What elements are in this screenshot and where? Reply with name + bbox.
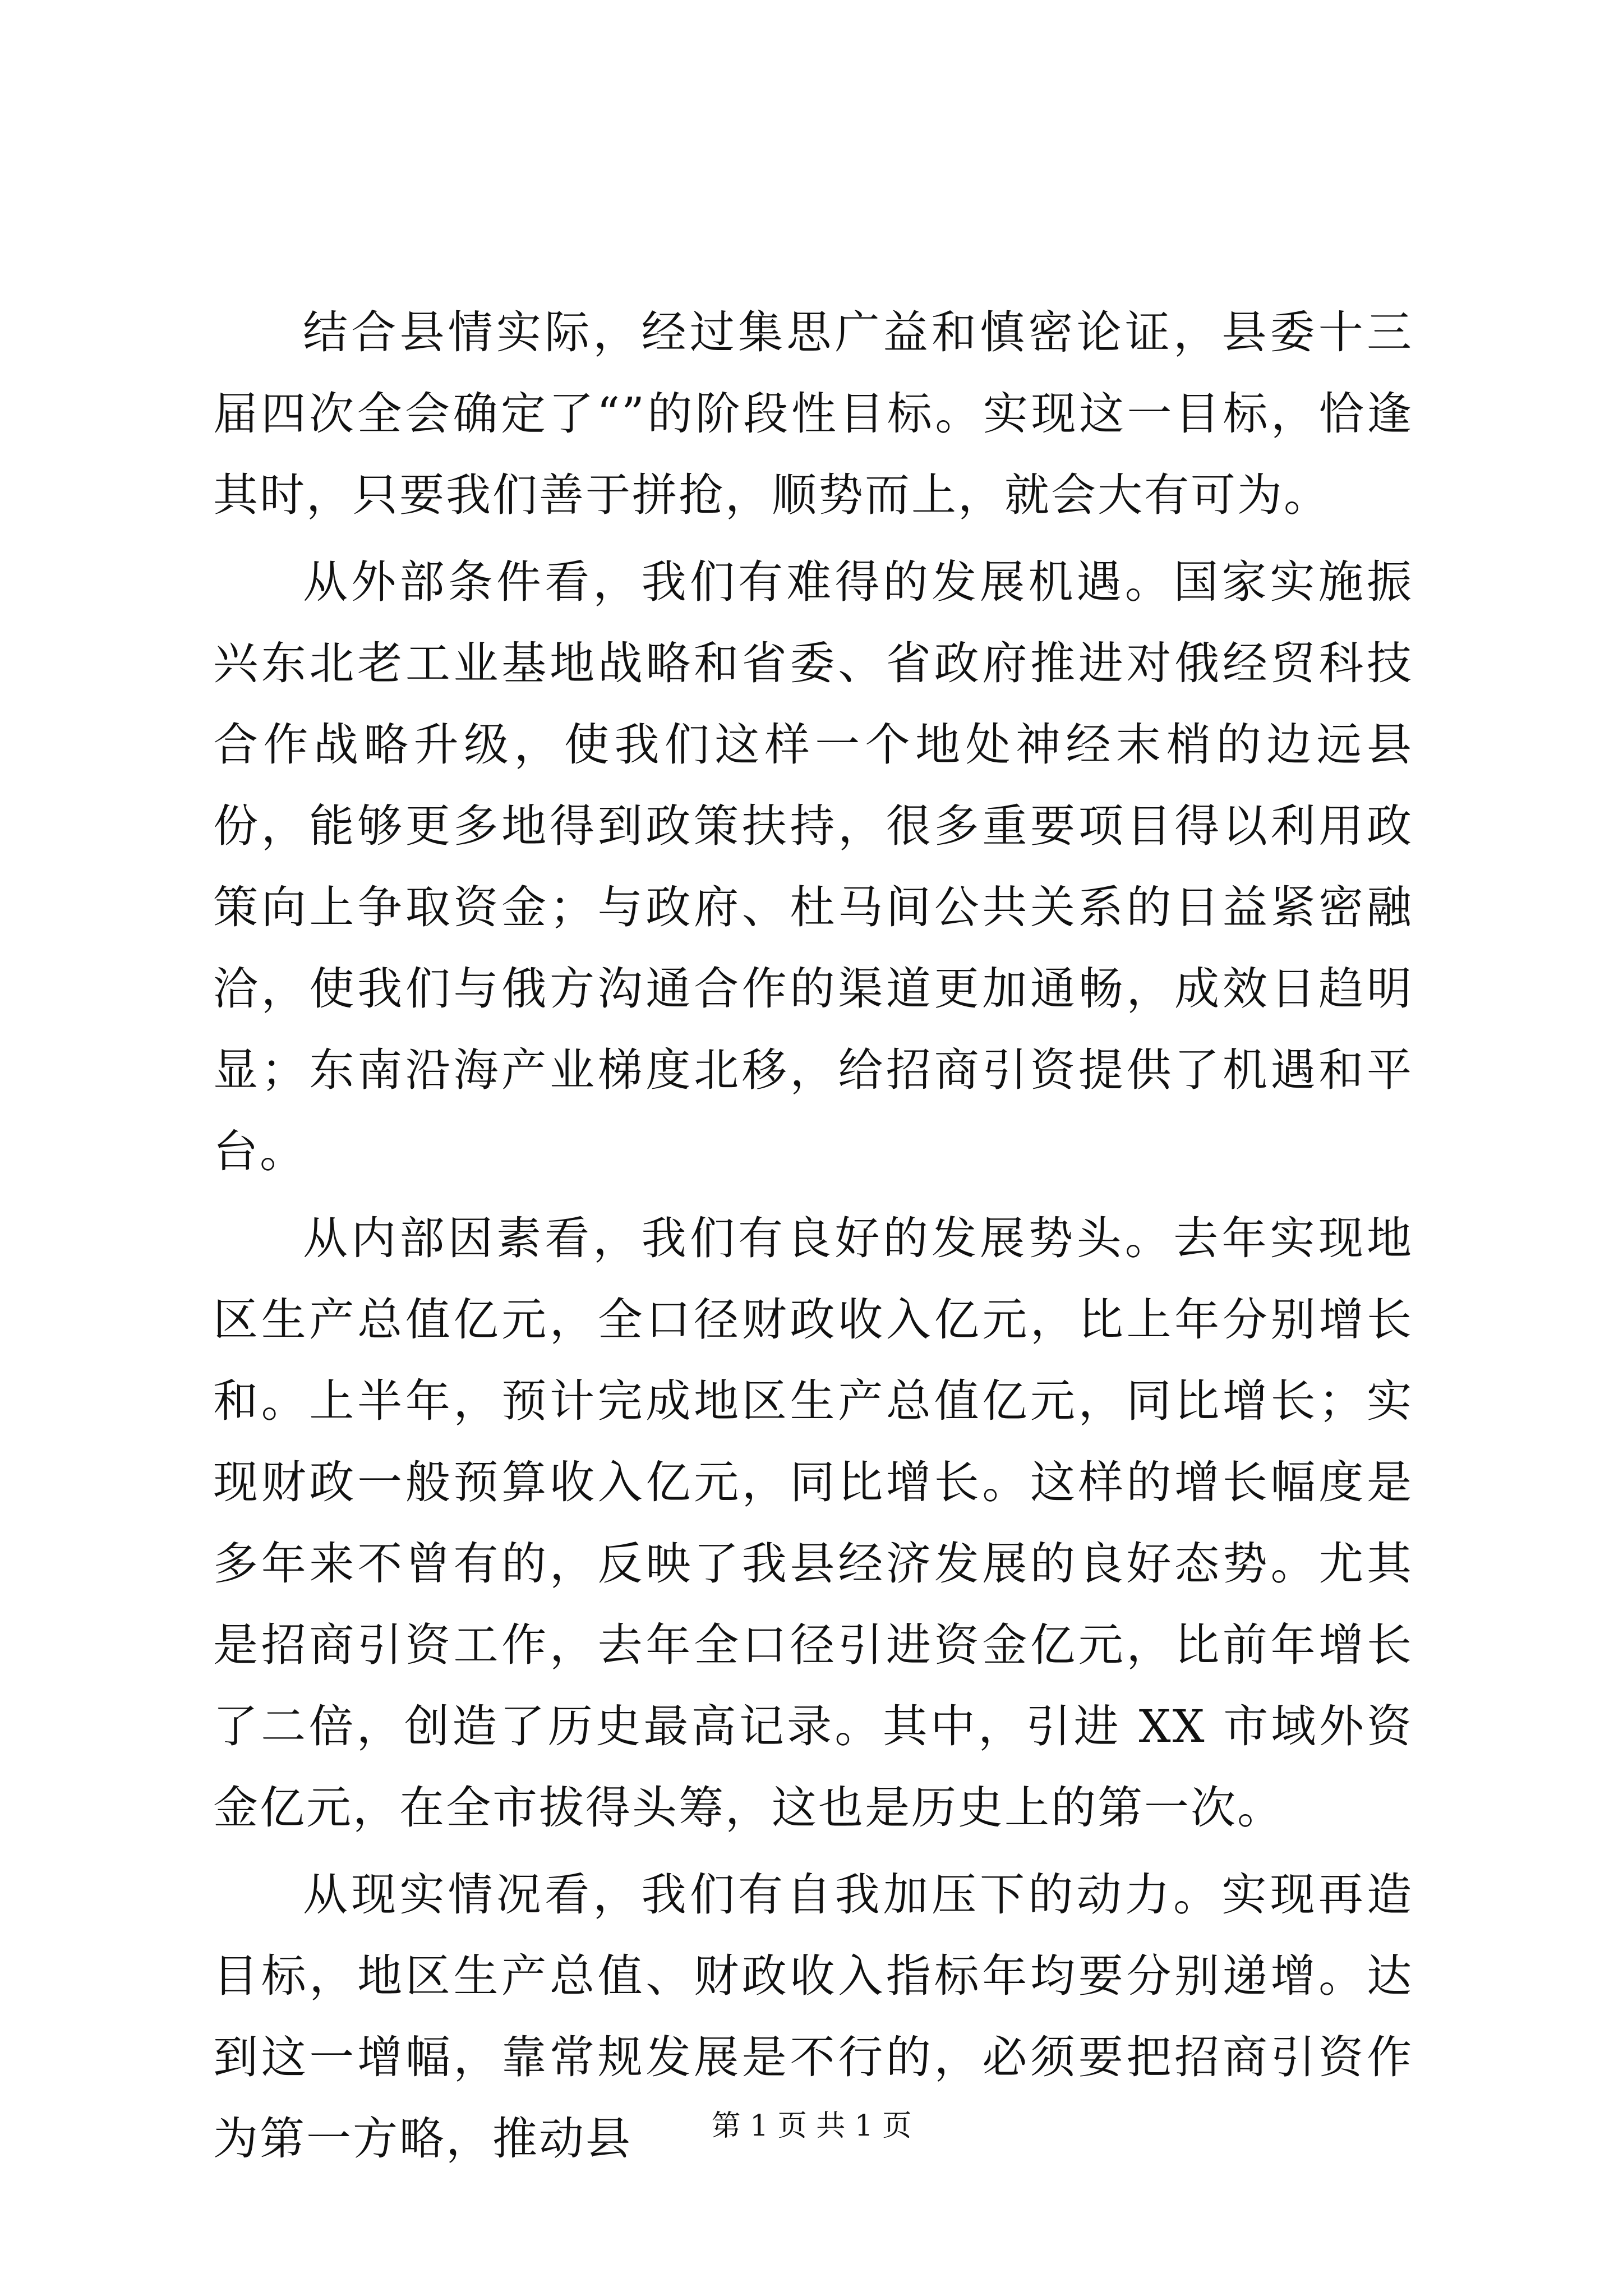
paragraph-1: 结合县情实际，经过集思广益和慎密论证，县委十三届四次全会确定了“”的阶段性目标。实现这一目标，恰逢其时，只要我们善于拼抢，顺势而上，就会大有可为。	[213, 306, 1413, 521]
page-number-footer: 第 1 页 共 1 页	[711, 2109, 912, 2143]
document-body	[213, 292, 1413, 2185]
paragraph-4: 从现实情况看，我们有自我加压下的动力。实现再造目标，地区生产总值、财政收入指标年均要分别递增。达到这一增幅，靠常规发展是不行的，必须要把招商引资作为第一方略，推动县	[213, 1869, 1413, 2165]
paragraph-3: 从内部因素看，我们有良好的发展势头。去年实现地区生产总值亿元，全口径财政收入亿元，比上年分别增长和。上半年，预计完成地区生产总值亿元，同比增长；实现财政一般预算收入亿元，同比增长。这样的增长幅度是多年来不曾有的，反映了我县经济发展的良好态势。尤其是招商引资工作，去年全口径引进资金亿元，比前年增长了二倍，创造了历史最高记录。其中，引进 XX 市域外资金亿元，在全市拔得头筹，这也是历史上的第一次。	[213, 1212, 1413, 1834]
paragraph-2: 从外部条件看，我们有难得的发展机遇。国家实施振兴东北老工业基地战略和省委、省政府推进对俄经贸科技合作战略升级，使我们这样一个地处神经末梢的边远县份，能够更多地得到政策扶持，很多重要项目得以利用政策向上争取资金；与政府、杜马间公共关系的日益紧密融洽，使我们与俄方沟通合作的渠道更加通畅，成效日趋明显；东南沿海产业梯度北移，给招商引资提供了机遇和平台。	[213, 556, 1413, 1177]
